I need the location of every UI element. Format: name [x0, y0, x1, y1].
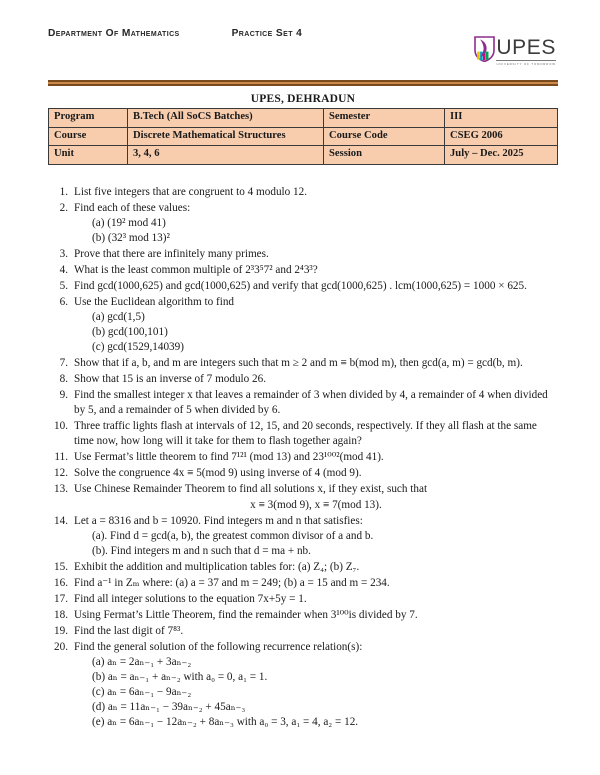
question-item: [48, 419, 558, 449]
question-number: 5.: [59, 279, 68, 292]
question-text: Find a⁻¹ in Zₘ where: (a) a = 37 and m = 249; (b) a = 15 and m = 234.: [74, 576, 390, 589]
question-text: Find all integer solutions to the equation 7x+5y = 1.: [74, 592, 307, 605]
question-item: [48, 608, 558, 623]
question-text: Three traffic lights flash at intervals of 12, 15, and 20 seconds, respectively. If they all flash at the same time now, how long will it take for them to flash together again?: [74, 419, 537, 447]
question-text: Show that if a, b, and m are integers such that m ≥ 2 and m ≡ b(mod m), then gcd(a, m) = gcd(b, m).: [74, 356, 523, 369]
cell-program-value: B.Tech (All SoCS Batches): [128, 109, 324, 128]
question-item: [48, 201, 558, 246]
question-item: [48, 482, 558, 513]
question-item: [48, 185, 558, 200]
question-number: 6.: [59, 295, 68, 308]
question-text: What is the least common multiple of 2³3⁵7² and 2⁴3³?: [74, 263, 318, 276]
question-number: 7.: [59, 356, 68, 369]
question-item: [48, 388, 558, 418]
question-subitem: (e) aₙ = 6aₙ₋₁ − 12aₙ₋₂ + 8aₙ₋₃ with a₀ = 3, a₁ = 4, a₂ = 12.: [92, 715, 359, 728]
question-number: 2.: [59, 201, 68, 214]
question-text: Exhibit the addition and multiplication tables for: (a) Z₄; (b) Z₇.: [74, 560, 360, 573]
question-item: [48, 624, 558, 639]
question-number: 16.: [54, 576, 68, 589]
course-info-table: [48, 108, 558, 165]
question-item: [48, 295, 558, 355]
question-item: [48, 466, 558, 481]
question-item: [48, 247, 558, 262]
question-subitem: (c) gcd(1529,14039): [92, 340, 184, 353]
cell-session-label: Session: [324, 146, 445, 165]
question-text: Find the general solution of the following recurrence relation(s):: [74, 640, 363, 653]
question-number: 11.: [54, 450, 68, 463]
cell-semester-value: III: [445, 109, 558, 128]
question-subitem: (a). Find d = gcd(a, b), the greatest common divisor of a and b.: [92, 529, 374, 542]
question-body: [74, 482, 558, 513]
cell-unit-value: 3, 4, 6: [128, 146, 324, 165]
question-number: 19.: [54, 624, 68, 637]
question-subitem: (b) (32³ mod 13)²: [92, 231, 170, 244]
question-item: [48, 263, 558, 278]
cell-course-value: Discrete Mathematical Structures: [128, 127, 324, 146]
question-item: [48, 560, 558, 575]
question-subitem: (d) aₙ = 11aₙ₋₁ − 39aₙ₋₂ + 45aₙ₋₃: [92, 700, 246, 713]
cell-program-label: Program: [49, 109, 128, 128]
institution-title: UPES, DEHRADUN: [250, 93, 356, 105]
table-row: [49, 146, 558, 165]
question-body: [74, 640, 558, 730]
question-text: Find the smallest integer x that leaves a remainder of 3 when divided by 4, a remainder of 4 when divided by 5, and a remainder of 5 when divided by 6.: [74, 388, 548, 416]
question-number: 17.: [54, 592, 68, 605]
question-text: Using Fermat’s Little Theorem, find the remainder when 3¹⁰⁰is divided by 7.: [74, 608, 418, 621]
table-row: [49, 109, 558, 128]
question-text: Use the Euclidean algorithm to find: [74, 295, 235, 308]
question-subitem: (b) aₙ = aₙ₋₁ + aₙ₋₂ with a₀ = 0, a₁ = 1.: [92, 670, 268, 683]
question-text: Let a = 8316 and b = 10920. Find integers m and n that satisfies:: [74, 514, 363, 527]
question-text: Use Chinese Remainder Theorem to find all solutions x, if they exist, such that: [74, 482, 428, 495]
question-text: List five integers that are congruent to 4 modulo 12.: [74, 185, 308, 198]
question-number: 12.: [54, 466, 68, 479]
practice-set-title: Practice Set 4: [231, 28, 303, 39]
question-item: [48, 279, 558, 294]
question-text: Find gcd(1000,625) and gcd(1000,625) and verify that gcd(1000,625) . lcm(1000,625) = 1000 × 625.: [74, 279, 527, 292]
question-subitem: (a) aₙ = 2aₙ₋₁ + 3aₙ₋₂: [92, 655, 192, 668]
question-item: [48, 514, 558, 559]
question-subitem: (a) gcd(1,5): [92, 310, 145, 323]
question-list: [48, 185, 558, 730]
question-item: [48, 356, 558, 371]
question-number: 20.: [54, 640, 68, 653]
question-text: Show that 15 is an inverse of 7 modulo 26.: [74, 372, 267, 385]
upes-logo-mark-icon: [474, 36, 495, 62]
question-item: [48, 576, 558, 591]
question-number: 13.: [54, 482, 68, 495]
upes-wordmark: UPES: [496, 36, 556, 59]
question-body: [74, 201, 558, 246]
question-equation: x ≡ 3(mod 9), x ≡ 7(mod 13).: [250, 498, 382, 511]
question-subitem: (b) gcd(100,101): [92, 325, 168, 338]
question-number: 10.: [54, 419, 68, 432]
upes-logo-text: [496, 36, 556, 65]
question-text: Find the last digit of 7⁸³.: [74, 624, 184, 637]
question-text: Solve the congruence 4x ≡ 5(mod 9) using inverse of 4 (mod 9).: [74, 466, 362, 479]
question-item: [48, 592, 558, 607]
question-item: [48, 372, 558, 387]
question-item: [48, 450, 558, 465]
question-text: Prove that there are infinitely many primes.: [74, 247, 269, 260]
question-body: [74, 514, 558, 559]
upes-tagline: UNIVERSITY OF TOMORROW: [496, 61, 556, 66]
question-number: 14.: [54, 514, 68, 527]
cell-session-value: July – Dec. 2025: [445, 146, 558, 165]
question-number: 3.: [59, 247, 68, 260]
table-row: [49, 127, 558, 146]
cell-course-code-value: CSEG 2006: [445, 127, 558, 146]
question-body: [74, 295, 558, 355]
department-title: Department Of Mathematics: [48, 28, 180, 39]
upes-logo: [474, 36, 556, 65]
question-number: 4.: [59, 263, 68, 276]
question-subitem: (c) aₙ = 6aₙ₋₁ − 9aₙ₋₂: [92, 685, 192, 698]
question-item: [48, 640, 558, 730]
cell-semester-label: Semester: [324, 109, 445, 128]
question-number: 9.: [59, 388, 68, 401]
question-text: Find each of these values:: [74, 201, 191, 214]
header-divider-rule: [48, 80, 558, 86]
question-number: 1.: [59, 185, 68, 198]
question-number: 8.: [59, 372, 68, 385]
question-number: 18.: [54, 608, 68, 621]
cell-course-code-label: Course Code: [324, 127, 445, 146]
cell-unit-label: Unit: [49, 146, 128, 165]
question-text: Use Fermat’s little theorem to find 7¹²¹ (mod 13) and 23¹⁰⁰²(mod 41).: [74, 450, 384, 463]
question-number: 15.: [54, 560, 68, 573]
question-subitem: (b). Find integers m and n such that d = ma + nb.: [92, 544, 311, 557]
cell-course-label: Course: [49, 127, 128, 146]
question-subitem: (a) (19² mod 41): [92, 216, 166, 229]
document-header: [48, 28, 558, 74]
